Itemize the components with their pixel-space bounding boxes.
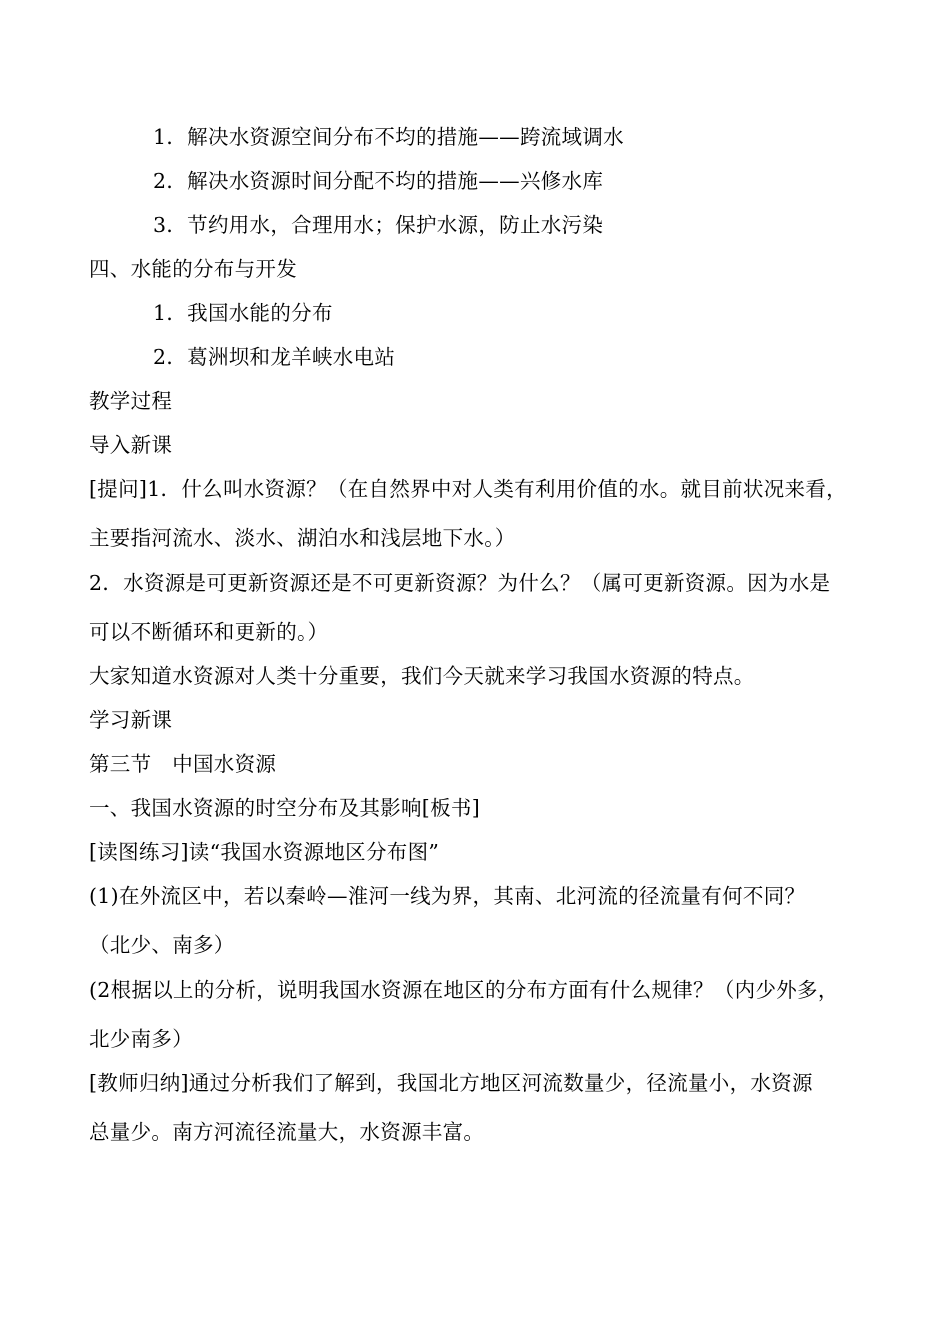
- exercise-answer-1: （北少、南多）: [89, 933, 235, 957]
- question-1: [提问]1．什么叫水资源？（在自然界中对人类有利用价值的水。就目前状况来看，: [89, 477, 847, 501]
- exercise-answer-2: 北少南多）: [89, 1027, 193, 1051]
- teaching-process-heading: 教学过程: [89, 389, 173, 413]
- section-title: 第三节 中国水资源: [89, 752, 277, 776]
- hydro-item-2: 2．葛洲坝和龙羊峡水电站: [153, 345, 396, 369]
- section-heading-1: 一、我国水资源的时空分布及其影响[板书]: [89, 796, 480, 820]
- new-lesson-heading: 学习新课: [89, 708, 173, 732]
- exercise-question-1: (1)在外流区中，若以秦岭—淮河一线为界，其南、北河流的径流量有何不同？: [89, 884, 806, 908]
- teacher-summary: [教师归纳]通过分析我们了解到，我国北方地区河流数量少，径流量小，水资源: [89, 1071, 813, 1095]
- map-exercise: [读图练习]读“我国水资源地区分布图”: [89, 840, 440, 864]
- measure-item-3: 3．节约用水，合理用水；保护水源，防止水污染: [153, 213, 604, 237]
- teacher-summary-cont: 总量少。南方河流径流量大，水资源丰富。: [89, 1120, 485, 1144]
- hydro-item-1: 1．我国水能的分布: [153, 301, 333, 325]
- exercise-question-2: (2根据以上的分析，说明我国水资源在地区的分布方面有什么规律？（内少外多，: [89, 978, 839, 1002]
- intro-paragraph: 大家知道水资源对人类十分重要，我们今天就来学习我国水资源的特点。: [89, 664, 755, 688]
- intro-heading: 导入新课: [89, 433, 173, 457]
- measure-item-2: 2．解决水资源时间分配不均的措施——兴修水库: [153, 169, 604, 193]
- question-2: 2．水资源是可更新资源还是不可更新资源？为什么？（属可更新资源。因为水是: [89, 571, 831, 595]
- section-heading-4: 四、水能的分布与开发: [89, 257, 297, 281]
- question-1-cont: 主要指河流水、淡水、湖泊水和浅层地下水。）: [89, 526, 516, 550]
- measure-item-1: 1．解决水资源空间分布不均的措施——跨流域调水: [153, 125, 624, 149]
- question-2-cont: 可以不断循环和更新的。）: [89, 620, 329, 644]
